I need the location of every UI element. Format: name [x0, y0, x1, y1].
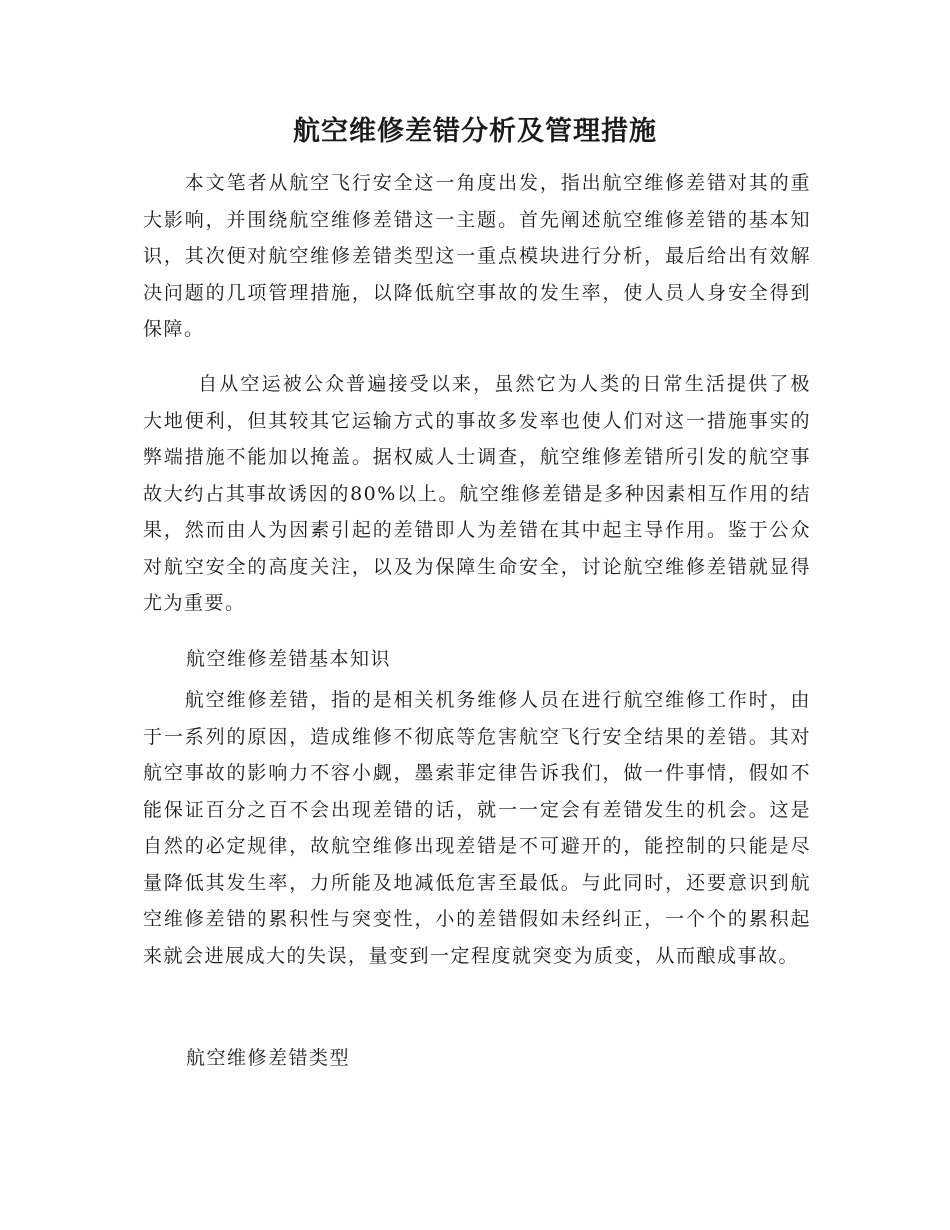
document-title: 航空维修差错分析及管理措施 — [293, 116, 657, 147]
intro-paragraph: 自从空运被公众普遍接受以来，虽然它为人类的日常生活提供了极大地便利，但其较其它运输方式的事故多发率也使人们对这一措施事实的弊端措施不能加以掩盖。据权威人士调查，航空维修差错所引发的航空事故大约占其事故诱因的80%以上。航空维修差错是多种因素相互作用的结果，然而由人为因素引起的差错即人为差错在其中起主导作用。鉴于公众对航空安全的高度关注，以及为保障生命安全，讨论航空维修差错就显得尤为重要。 — [143, 373, 811, 614]
abstract-paragraph: 本文笔者从航空飞行安全这一角度出发，指出航空维修差错对其的重大影响，并围绕航空维修差错这一主题。首先阐述航空维修差错的基本知识，其次便对航空维修差错类型这一重点模块进行分析，最后给出有效解决问题的几项管理措施，以降低航空事故的发生率，使人员人身安全得到保障。 — [143, 172, 811, 340]
section-heading-error-types: 航空维修差错类型 — [186, 1047, 351, 1069]
section-heading-basic-knowledge: 航空维修差错基本知识 — [186, 648, 392, 670]
basic-knowledge-paragraph: 航空维修差错，指的是相关机务维修人员在进行航空维修工作时，由于一系列的原因，造成维修不彻底等危害航空飞行安全结果的差错。其对航空事故的影响力不容小觑，墨索菲定律告诉我们，做一件事情，假如不能保证百分之百不会出现差错的话，就一一定会有差错发生的机会。这是自然的必定规律，故航空维修出现差错是不可避开的，能控制的只能是尽量降低其发生率，力所能及地减低危害至最低。与此同时，还要意识到航空维修差错的累积性与突变性，小的差错假如未经纠正，一个个的累积起来就会进展成大的失误，量变到一定程度就突变为质变，从而酿成事故。 — [143, 689, 811, 967]
